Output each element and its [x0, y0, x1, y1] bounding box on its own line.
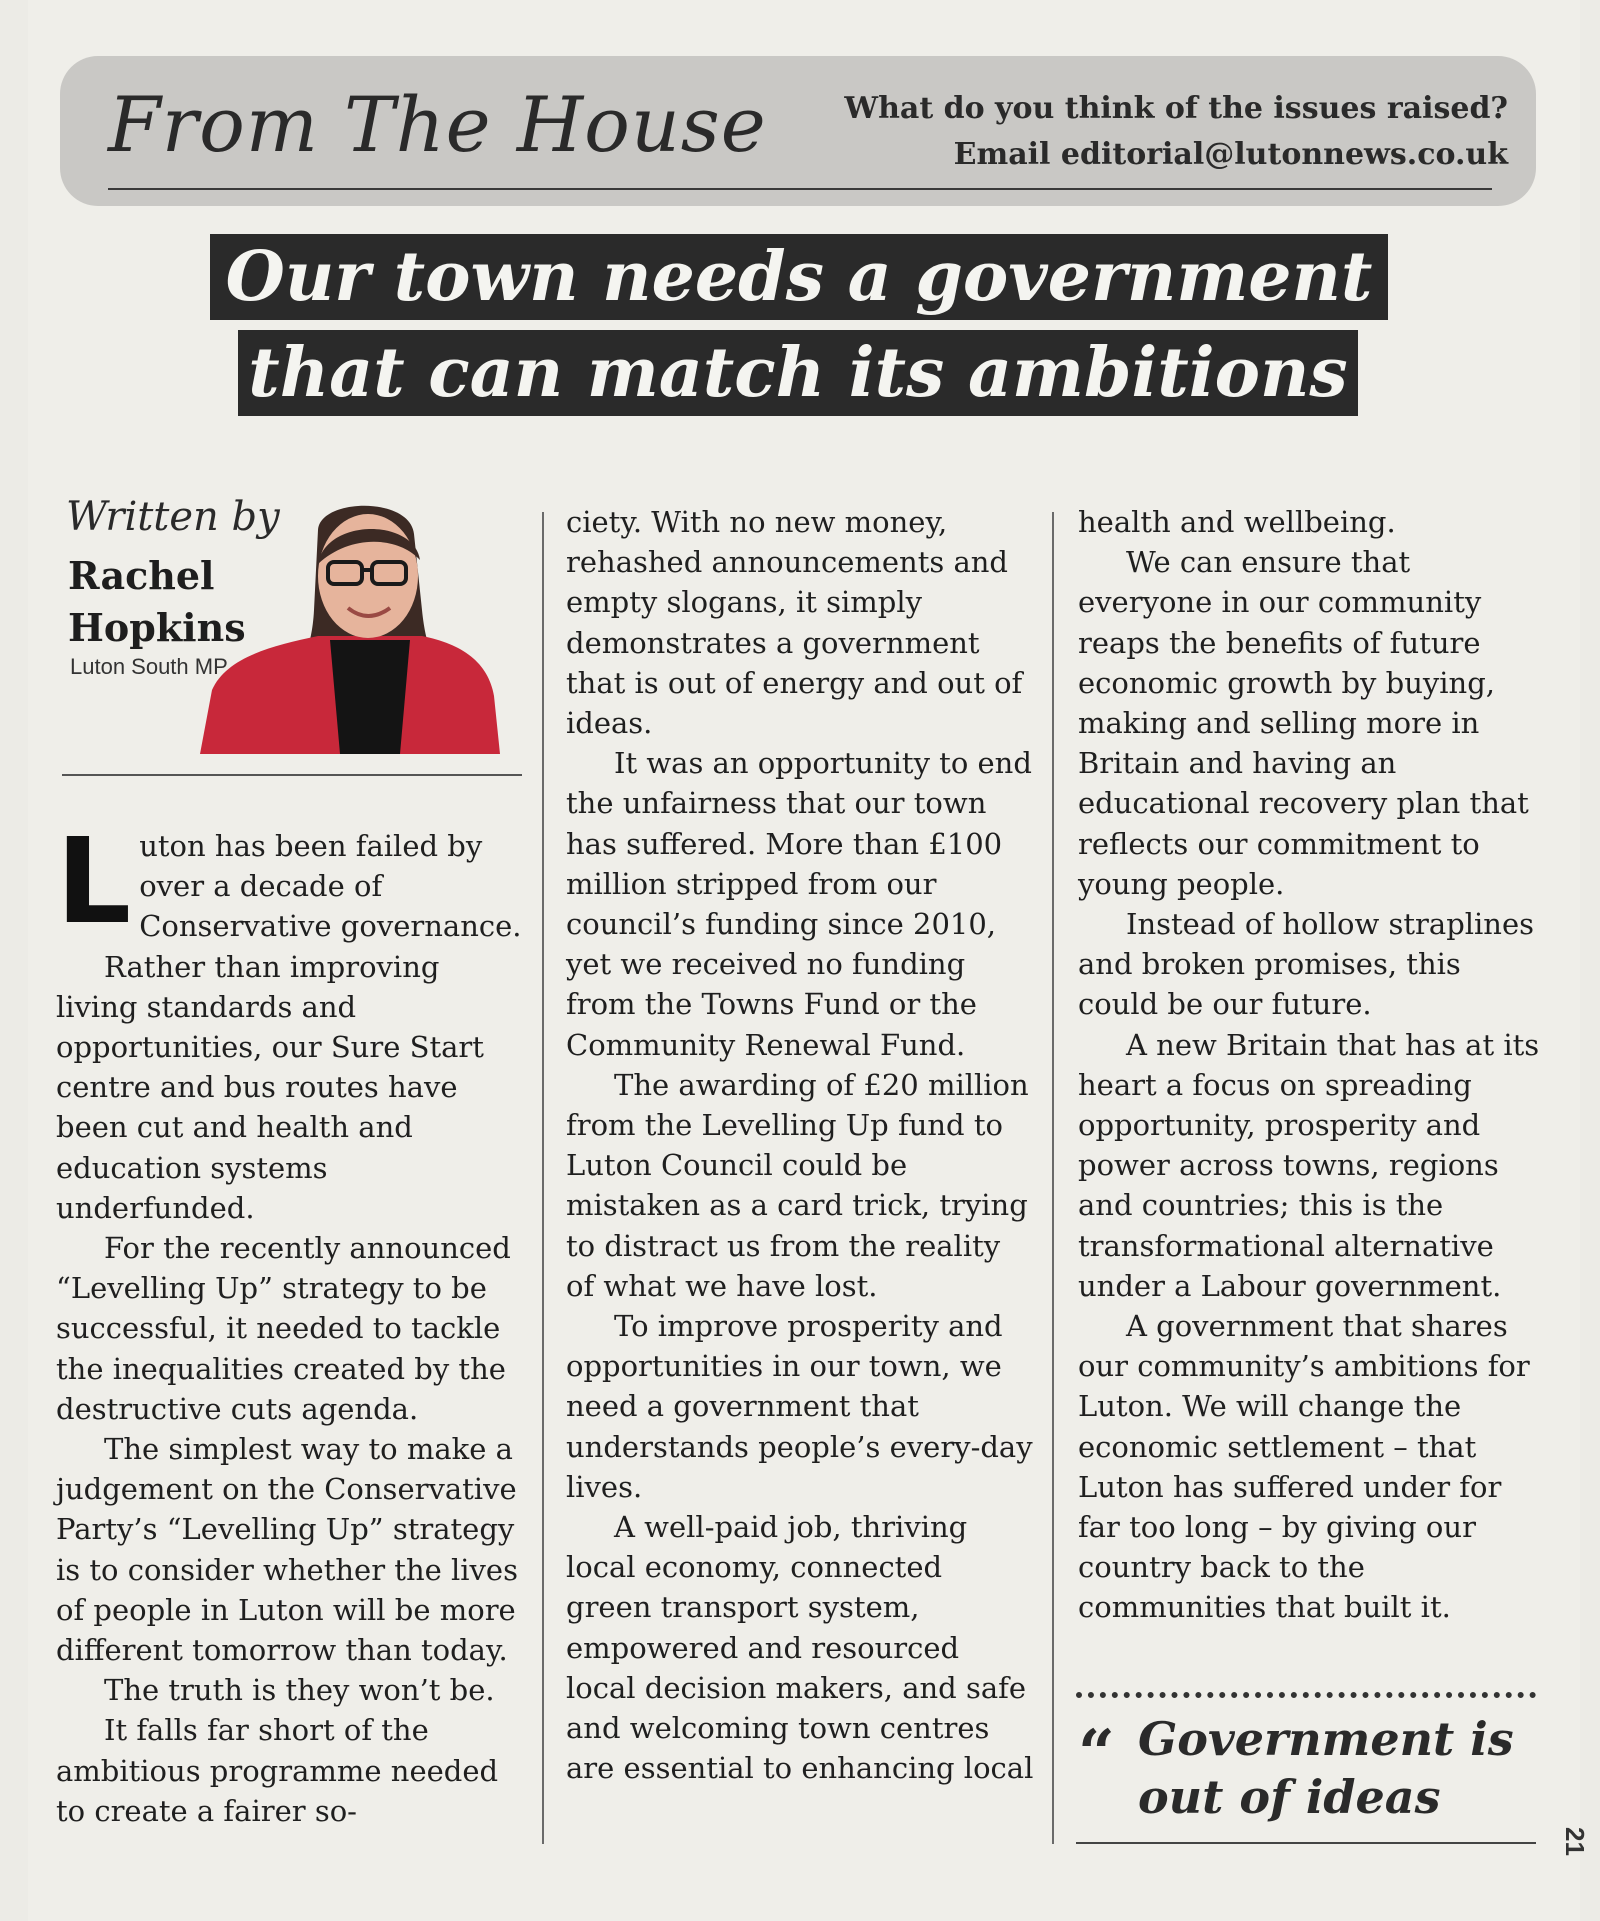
quote-mark-icon: “ [1078, 1716, 1115, 1791]
article-paragraph: A well-paid job, thriving local economy, connected green transport system, empowered and resourced local decision makers, and safe and welcoming town centres are essential to enhancing local [566, 1510, 1034, 1786]
author-first-name: Rachel [68, 553, 215, 598]
article-paragraph: It was an opportunity to end the unfairness that our town has suffered. More than £100 million stripped from our council’s funding since 2010, yet we received no funding from the Towns Fund or the Community Renewal Fund. [566, 746, 1032, 1062]
article-column-2 [566, 502, 1036, 1789]
article-paragraph: The simplest way to make a judgement on the Conservative Party’s “Levelling Up” strategy is to consider whether the lives of people in Luton will be more different tomorrow than today. [56, 1432, 518, 1668]
article-column-3 [1078, 502, 1548, 1628]
article-paragraph: Instead of hollow straplines and broken promises, this could be our future. [1078, 907, 1535, 1022]
column-divider [542, 512, 544, 1844]
article-paragraph: The truth is they won’t be. [104, 1673, 495, 1708]
written-by-label: Written by [66, 494, 280, 540]
article-paragraph: A government that shares our community’s ambitions for Luton. We will change the economic settlement – that Luton has suffered under for far too long – by giving our country back to the communities that built it. [1078, 1309, 1530, 1625]
author-photo [200, 490, 500, 754]
paragraph-text: uton has been failed by over a decade of Conservative governance. [139, 829, 522, 944]
section-title: From The House [108, 80, 767, 169]
header-divider [108, 188, 1492, 190]
author-last-name: Hopkins [68, 605, 246, 650]
article-paragraph: For the recently announced “Levelling Up” strategy to be successful, it needed to tackle the inequalities created by the destructive cuts agenda. [56, 1231, 511, 1426]
pull-quote-rule [1076, 1842, 1536, 1844]
drop-cap: L [56, 812, 132, 950]
article-paragraph [56, 812, 526, 950]
headline-line-2: that can match its ambitions [238, 330, 1358, 416]
article-column-1 [56, 812, 526, 1831]
article-paragraph: ciety. With no new money, rehashed announcements and empty slogans, it simply demonstrates a government that is out of energy and out of ideas. [566, 505, 1023, 741]
article-paragraph: Rather than improving living standards and opportunities, our Sure Start centre and bus routes have been cut and health and education systems underfunded. [56, 949, 484, 1225]
pull-quote-line-2: out of ideas [1138, 1770, 1441, 1824]
byline-divider [62, 774, 522, 776]
headline-line-1: Our town needs a government [210, 234, 1388, 320]
feedback-email[interactable]: Email editorial@lutonnews.co.uk [953, 137, 1508, 172]
pull-quote-line-1: Government is [1138, 1712, 1514, 1766]
pull-quote [1138, 1710, 1538, 1826]
page-number: 21 [1559, 1827, 1590, 1856]
author-role: Luton South MP [70, 654, 228, 679]
column-divider [1052, 512, 1054, 1844]
article-paragraph: We can ensure that everyone in our community reaps the benefits of future economic growth by buying, making and selling more in Britain and having an educational recovery plan that reflects our commitment to young people. [1078, 545, 1529, 901]
feedback-prompt [844, 86, 1508, 178]
article-paragraph: health and wellbeing. [1078, 505, 1396, 539]
feedback-question: What do you think of the issues raised? [844, 91, 1508, 126]
article-paragraph: The awarding of £20 million from the Levelling Up fund to Luton Council could be mistaken as a card trick, trying to distract us from the reality of what we have lost. [566, 1067, 1029, 1303]
article-paragraph: To improve prosperity and opportunities in our town, we need a government that understands people’s every-day lives. [566, 1309, 1033, 1504]
pull-quote-dotted-rule [1076, 1692, 1536, 1698]
article-paragraph: A new Britain that has at its heart a focus on spreading opportunity, prosperity and power across towns, regions and countries; this is the transformational alternative under a Labour government. [1078, 1027, 1540, 1303]
article-paragraph: It falls far short of the ambitious programme needed to create a fairer so- [56, 1713, 499, 1828]
